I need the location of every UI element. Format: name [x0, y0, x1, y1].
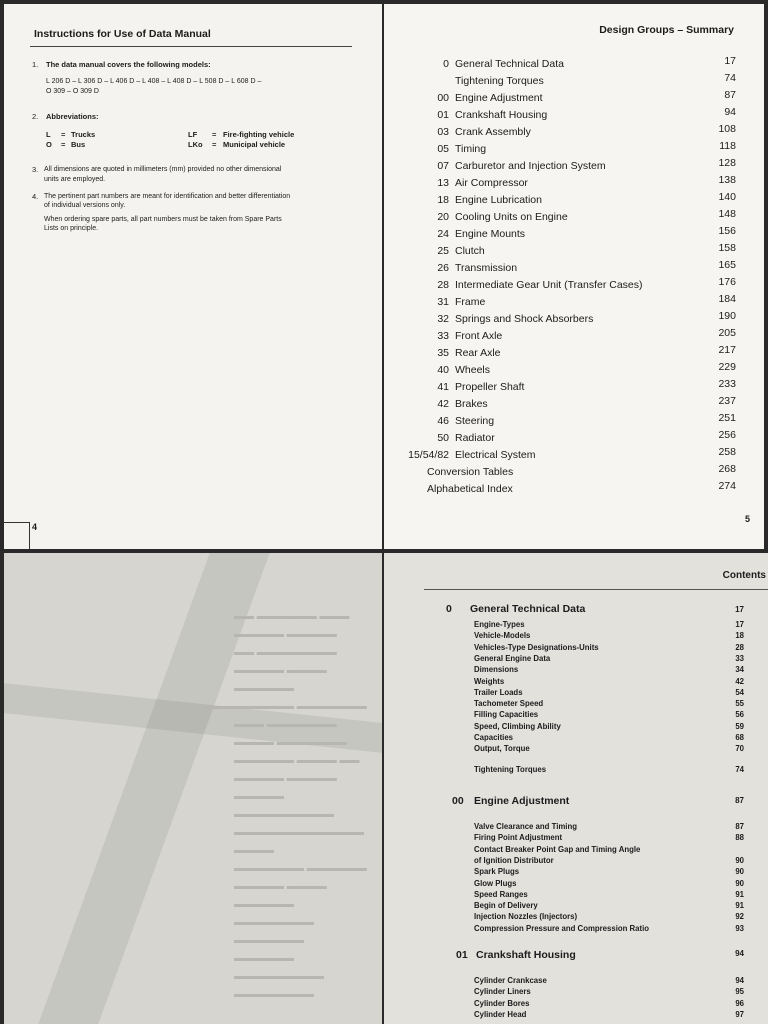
group-page: 233 — [718, 378, 736, 390]
group-page: 128 — [718, 157, 736, 169]
group-page: 217 — [718, 344, 736, 356]
group-page: 237 — [718, 395, 736, 407]
entry-page: 96 — [735, 998, 744, 1008]
group-page: 229 — [718, 361, 736, 373]
entry-title: Injection Nozzles (Injectors) — [474, 912, 578, 922]
design-group-row — [384, 344, 764, 364]
group-page: 74 — [724, 72, 736, 84]
item-2-number: 2. — [32, 112, 39, 121]
entry-page: 97 — [735, 1009, 744, 1019]
page-5 — [384, 4, 764, 549]
entry-title: Dimensions — [474, 665, 519, 675]
group-title: Radiator — [455, 432, 495, 444]
group-code: 46 — [437, 415, 449, 427]
abbrev-meaning: Municipal vehicle — [223, 140, 286, 149]
corner-mark — [29, 522, 30, 549]
item-4-number: 4. — [32, 192, 39, 201]
entry-title: Contact Breaker Point Gap and Timing Angle — [474, 844, 641, 854]
section-page: 94 — [735, 949, 744, 958]
group-code: 05 — [437, 143, 449, 155]
entry-page: 91 — [735, 889, 744, 899]
entry-title: Glow Plugs — [474, 878, 517, 888]
entry-title: Cylinder Liners — [474, 987, 531, 997]
entry-title: Firing Point Adjustment — [474, 833, 563, 843]
entry-title: Trailer Loads — [474, 687, 523, 697]
group-code: 42 — [437, 398, 449, 410]
entry-page: 28 — [735, 642, 744, 652]
group-title: Front Axle — [455, 330, 503, 342]
page-4 — [4, 4, 382, 549]
design-group-row — [384, 72, 764, 92]
group-page: 165 — [718, 259, 736, 271]
design-group-row — [384, 208, 764, 228]
section-page: 17 — [735, 605, 744, 614]
group-page: 258 — [718, 446, 736, 458]
entry-page: 91 — [735, 901, 744, 911]
entry-page: 90 — [735, 855, 744, 865]
entry-page: 93 — [735, 923, 744, 933]
group-code: 28 — [437, 279, 449, 291]
group-code: 13 — [437, 177, 449, 189]
design-group-row — [384, 140, 764, 160]
design-group-row — [384, 276, 764, 296]
item-3-number: 3. — [32, 165, 39, 174]
entry-page: 68 — [735, 733, 744, 742]
entry-page: 18 — [735, 631, 744, 641]
group-page: 148 — [718, 208, 736, 220]
group-page: 118 — [719, 140, 736, 152]
group-title: Clutch — [455, 245, 485, 257]
group-title: Conversion Tables — [427, 466, 514, 478]
group-page: 256 — [718, 429, 736, 441]
design-group-row — [384, 259, 764, 279]
group-title: Transmission — [455, 262, 518, 274]
design-group-row — [384, 242, 764, 262]
group-page: 184 — [718, 293, 736, 305]
group-code: 50 — [437, 432, 449, 444]
group-title: Air Compressor — [455, 177, 528, 189]
group-title: Propeller Shaft — [455, 381, 525, 393]
group-title: Electrical System — [455, 449, 536, 461]
design-group-row — [384, 106, 764, 126]
abbrev-meaning: Bus — [71, 140, 86, 149]
group-title: Alphabetical Index — [427, 483, 513, 495]
entry-title: Cylinder Head — [474, 1009, 527, 1019]
page-number: 5 — [744, 514, 750, 524]
abbrev-code: O — [46, 140, 52, 149]
page-4-header: Instructions for Use of Data Manual — [34, 28, 211, 40]
group-code: 03 — [437, 126, 449, 138]
design-group-row — [384, 89, 764, 109]
group-title: Frame — [455, 296, 486, 308]
group-page: 274 — [718, 480, 736, 492]
group-code: 41 — [437, 381, 449, 393]
group-code: 26 — [437, 262, 449, 274]
section-code: 00 — [452, 795, 464, 807]
entry-page: 90 — [735, 867, 744, 877]
design-group-row — [384, 157, 764, 177]
page-5-header: Design Groups – Summary — [599, 24, 734, 36]
item-4-line-1: The pertinent part numbers are meant for identification and better differentiation — [44, 193, 291, 200]
entry-title: Valve Clearance and Timing — [474, 822, 577, 831]
section-title: Engine Adjustment — [474, 795, 570, 807]
section-code: 0 — [446, 603, 452, 615]
group-code: 35 — [437, 347, 449, 359]
entry-page: 59 — [735, 721, 744, 731]
entry-page: 87 — [735, 822, 744, 831]
section-title: General Technical Data — [470, 603, 586, 615]
abbrev-sep: = — [212, 140, 217, 149]
design-group-row — [384, 480, 764, 500]
entry-page: 92 — [735, 912, 744, 922]
abbrev-sep: = — [61, 130, 66, 139]
entry-page: 88 — [735, 833, 744, 843]
header-rule — [30, 46, 352, 47]
abbrev-sep: = — [212, 130, 217, 139]
design-group-row — [384, 395, 764, 415]
group-title: Steering — [455, 415, 495, 427]
design-group-row — [384, 55, 764, 75]
group-code: 33 — [437, 330, 449, 342]
group-title: Rear Axle — [455, 347, 501, 359]
group-title: Carburetor and Injection System — [455, 160, 606, 172]
group-page: 156 — [718, 225, 736, 237]
item-3-line-2: units are employed. — [44, 176, 106, 183]
group-title: Tightening Torques — [455, 75, 544, 87]
item-3-line-1: All dimensions are quoted in millimeters (mm) provided no other dimensional — [44, 166, 282, 173]
design-group-row — [384, 412, 764, 432]
entry-page: 42 — [735, 676, 744, 686]
group-title: Engine Adjustment — [455, 92, 543, 104]
entry-page: 56 — [735, 710, 744, 720]
entry-title: Compression Pressure and Compression Ratio — [474, 923, 650, 933]
group-page: 138 — [718, 174, 736, 186]
entry-title: Output, Torque — [474, 744, 530, 754]
entry-title: Speed, Climbing Ability — [474, 721, 561, 731]
entry-title: Vehicle-Models — [474, 631, 531, 641]
entry-title: Speed Ranges — [474, 889, 528, 899]
group-page: 17 — [724, 55, 736, 67]
entry-page: 94 — [735, 976, 744, 985]
entry-page: 74 — [735, 765, 744, 774]
entry-title: Engine-Types — [474, 620, 525, 629]
abbrev-meaning: Fire-fighting vehicle — [223, 130, 295, 139]
entry-title: Spark Plugs — [474, 867, 520, 877]
group-title: Engine Lubrication — [455, 194, 542, 206]
item-4-line-3: When ordering spare parts, all part numbers must be taken from Spare Parts — [44, 216, 282, 223]
entry-title: Begin of Delivery — [474, 901, 538, 911]
group-title: General Technical Data — [455, 58, 564, 70]
abbrev-code: LF — [188, 130, 198, 139]
entry-page: 33 — [735, 653, 744, 663]
group-code: 25 — [437, 245, 449, 257]
entry-page: 95 — [735, 987, 744, 997]
design-group-row — [384, 446, 764, 466]
section-code: 01 — [456, 949, 468, 961]
section-page: 87 — [735, 796, 744, 805]
group-code: 01 — [437, 109, 449, 121]
group-code: 07 — [437, 160, 449, 172]
group-code: 40 — [437, 364, 449, 376]
models-line-1: L 206 D – L 306 D – L 406 D – L 408 – L 408 D – L 508 D – L 608 D – — [46, 78, 262, 85]
header-rule — [424, 589, 768, 590]
models-line-2: O 309 – O 309 D — [46, 88, 99, 95]
group-title: Wheels — [455, 364, 491, 376]
group-title: Crank Assembly — [455, 126, 531, 138]
group-page: 87 — [724, 89, 736, 101]
design-group-row — [384, 225, 764, 245]
entry-title: of Ignition Distributor — [474, 855, 554, 865]
group-code: 20 — [437, 211, 449, 223]
entry-title: Filling Capacities — [474, 710, 539, 720]
abbrev-meaning: Trucks — [71, 130, 96, 139]
group-code: 32 — [437, 313, 449, 325]
design-group-row — [384, 378, 764, 398]
group-title: Engine Mounts — [455, 228, 526, 240]
section-title: Crankshaft Housing — [476, 949, 576, 961]
entry-page: 54 — [735, 687, 744, 697]
entry-page: 90 — [735, 878, 744, 888]
entry-page: 34 — [735, 665, 744, 675]
entry-page: 70 — [735, 744, 744, 754]
design-group-row — [384, 310, 764, 330]
design-group-row — [384, 429, 764, 449]
abbrev-code: L — [46, 130, 51, 139]
design-group-row — [384, 174, 764, 194]
item-1-number: 1. — [32, 60, 39, 69]
corner-mark — [4, 522, 30, 523]
group-title: Timing — [455, 143, 487, 155]
contents-page — [384, 553, 768, 1024]
item-4-line-4: Lists on principle. — [44, 225, 99, 232]
item-1-text: The data manual covers the following models: — [46, 60, 211, 69]
group-code: 00 — [437, 92, 449, 104]
entry-title: Tachometer Speed — [474, 699, 544, 709]
group-code: 24 — [437, 228, 449, 240]
group-page: 205 — [718, 327, 736, 339]
design-group-row — [384, 191, 764, 211]
group-title: Intermediate Gear Unit (Transfer Cases) — [455, 279, 643, 291]
abbrev-code: LKo — [188, 140, 203, 149]
entry-page: 55 — [735, 699, 744, 709]
group-title: Brakes — [455, 398, 488, 410]
group-code: 15/54/82 — [408, 449, 449, 461]
group-title: Springs and Shock Absorbers — [455, 313, 594, 325]
group-code: 18 — [437, 194, 449, 206]
group-page: 108 — [718, 123, 736, 135]
group-page: 140 — [718, 191, 736, 203]
entry-page: 17 — [735, 620, 744, 629]
design-group-row — [384, 463, 764, 483]
group-page: 190 — [718, 310, 736, 322]
group-page: 158 — [718, 242, 736, 254]
entry-title: Weights — [474, 676, 505, 686]
group-title: Cooling Units on Engine — [455, 211, 568, 223]
faded-reverse-page: ▬▬ ▬▬▬▬▬▬ ▬▬▬ ▬▬▬▬▬ ▬▬▬▬▬ ▬▬ ▬▬▬▬▬▬▬▬ ▬▬▬▬▬ ▬▬▬▬ ▬▬▬▬▬▬ ▬▬▬▬▬▬▬▬▬ ▬▬▬▬▬▬▬ ▬▬▬ ▬▬▬▬▬▬▬ ▬▬▬▬ ▬▬▬▬▬▬▬ ▬▬▬▬▬▬ ▬▬▬▬ ▬▬ ▬▬▬▬▬ ▬▬▬▬▬ ▬▬▬▬▬ ▬▬▬▬▬▬▬▬▬▬ ▬▬▬▬▬▬▬▬▬▬▬▬▬ ▬▬▬▬ ▬▬▬▬▬▬▬ ▬▬▬▬▬▬ ▬▬▬▬▬ ▬▬▬▬ ▬▬▬▬▬▬ ▬▬▬▬▬▬▬▬ ▬▬▬▬▬▬▬ ▬▬▬▬▬▬ ▬▬▬▬▬▬▬▬▬ ▬▬▬▬▬▬▬▬ — [4, 553, 382, 1024]
group-page: 251 — [718, 412, 736, 424]
design-group-row — [384, 123, 764, 143]
abbrev-sep: = — [61, 140, 66, 149]
page-number: 4 — [32, 522, 38, 532]
entry-title: Capacities — [474, 733, 514, 742]
group-code: 0 — [443, 58, 449, 70]
entry-title: Tightening Torques — [474, 765, 547, 774]
entry-title: General Engine Data — [474, 653, 551, 663]
design-group-row — [384, 293, 764, 313]
group-page: 176 — [718, 276, 736, 288]
item-2-text: Abbreviations: — [46, 112, 99, 121]
group-code: 31 — [437, 296, 449, 308]
design-group-row — [384, 361, 764, 381]
group-page: 268 — [718, 463, 736, 475]
group-title: Crankshaft Housing — [455, 109, 548, 121]
design-group-row — [384, 327, 764, 347]
contents-header: Contents — [722, 570, 766, 581]
entry-title: Cylinder Crankcase — [474, 976, 547, 985]
entry-title: Vehicles-Type Designations-Units — [474, 642, 599, 652]
item-4-line-2: of individual versions only. — [44, 202, 126, 209]
group-page: 94 — [724, 106, 736, 118]
entry-title: Cylinder Bores — [474, 998, 530, 1008]
